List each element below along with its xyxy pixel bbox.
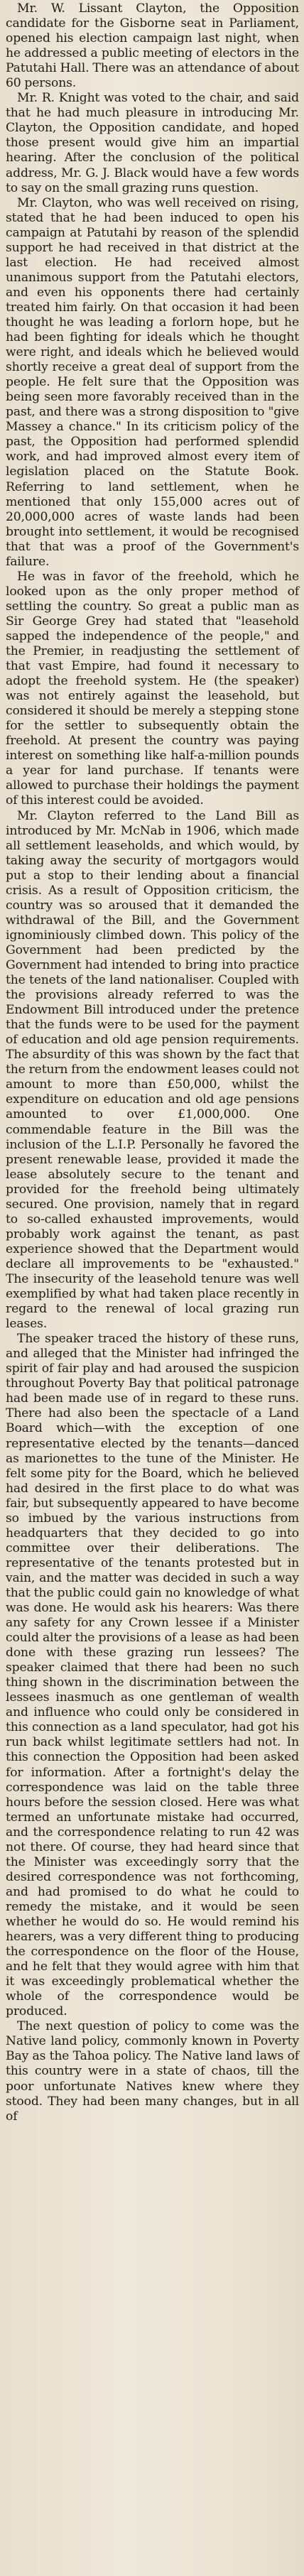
article-paragraph-3: Mr. Clayton, who was well received on rising, stated that he had been induced to open his campaign at Patutahi by reason of the splendid support he had received in that district at the last election. He had received almost unanimous support from the Patutahi electors, and even his opponents there had certainly treated him fairly. On that occasion it had been thought he was leading a forlorn hope, but he had been fighting for ideals which he thought were right, and ideals which he believed would shortly receive a great deal of support from the people. He felt sure that the Opposition was being seen more favorably received than in the past, and there was a strong disposition to "give Massey a chance." In its criticism policy of the past, the Opposition had performed splendid work, and had improved almost every item of legislation placed on the Statute Book. Referring to land settlement, when he mentioned that only 155,000 acres out of 20,000,000 acres of waste lands had been brought into settlement, it would be recognised that that was a proof of the Government's failure. [6,195,299,569]
article-paragraph-5: Mr. Clayton referred to the Land Bill as introduced by Mr. McNab in 1906, which made all settlement leaseholds, and which would, by taking away the security of mortgagors would put a stop to their lending about a financial crisis. As a result of Opposition criticism, the country was so aroused that it demanded the withdrawal of the Bill, and the Government ignominiously climbed down. This policy of the Government had been predicted by the Government had intended to bring into practice the tenets of the land nationaliser. Coupled with the provisions already referred to was the Endowment Bill introduced under the pretence that the funds were to be used for the payment of education and old age pension requirements. The absurdity of this was shown by the fact that the return from the endowment leases could not amount to more than £50,000, whilst the expenditure on education and old age pensions amounted to over £1,000,000. One commendable feature in the Bill was the inclusion of the L.I.P. Personally he favored the present renewable lease, provided it made the lease absolutely secure to the tenant and provided for the freehold being ultimately secured. One provision, namely that in regard to so-called exhausted improvements, would probably work against the tenant, as past experience showed that the Department would declare all improvements to be "exhausted." The insecurity of the leasehold tenure was well exemplified by what had taken place recently in regard to the renewal of local grazing run leases. [6,808,299,1332]
article-paragraph-6: The speaker traced the history of these runs, and alleged that the Minister had infringed the spirit of fair play and had aroused the suspicion throughout Poverty Bay that political patronage had been made use of in regard to these runs. There had also been the spectacle of a Land Board which—with the exception of one representative elected by the tenants—danced as marionettes to the tune of the Minister. He felt some pity for the Board, which he believed had desired in the first place to do what was fair, but subsequently appeared to have become so imbued by the various instructions from headquarters that they decided to go into committee over their deliberations. The representative of the tenants protested but in vain, and the matter was decided in such a way that the public could gain no knowledge of what was done. He would ask his hearers: Was there any safety for any Crown lessee if a Minister could alter the provisions of a lease as had been done with these grazing run lessees? The speaker claimed that there had been no such thing shown in the discrimination between the lessees inasmuch as one gentleman of wealth and influence who could only be considered in this connection as a land speculator, had got his run back whilst legitimate settlers had not. In this connection the Opposition had been asked for information. After a fortnight's delay the correspondence was laid on the table three hours before the session closed. Here was what termed an unfortunate mistake had occurred, and the correspondence relating to run 42 was not there. Of course, they had heard since that the Minister was exceedingly sorry that the desired correspondence was not forthcoming, and had promised to do what he could to remedy the mistake, and it would be seen whether he would do so. He would remind his hearers, was a very different thing to producing the correspondence on the floor of the House, and he felt that they would agree with him that it was exceedingly problematical whether the whole of the correspondence would be produced. [6,1332,299,2019]
article-paragraph-1: Mr. W. Lissant Clayton, the Opposition candidate for the Gisborne seat in Parliament, opened his election campaign last night, when he addressed a public meeting of electors in the Patutahi Hall. There was an attendance of about 60 persons. [6,1,299,91]
article-paragraph-4: He was in favor of the freehold, which he looked upon as the only proper method of settling the country. So great a public man as Sir George Grey had stated that "leasehold sapped the independence of the people," and the Premier, in readjusting the settlement of that vast Empire, had found it necessary to adopt the freehold system. He (the speaker) was not entirely against the leasehold, but considered it should be merely a stepping stone for the settler to subsequently obtain the freehold. At present the country was paying interest on something like half-a-million pounds a year for land purchase. If tenants were allowed to purchase their holdings the payment of this interest could be avoided. [6,569,299,808]
article-paragraph-7: The next question of policy to come was the Native land policy, commonly known in Poverty Bay as the Tahoa policy. The Native land laws of this country were in a state of chaos, till the poor unfortunate Natives knew where they stood. They had been many changes, but in all of [6,2019,299,2124]
news-article [6,1,299,2124]
article-paragraph-2: Mr. R. Knight was voted to the chair, and said that he had much pleasure in introducing Mr. Clayton, the Opposition candidate, and hoped those present would give him an impartial hearing. After the conclusion of the political address, Mr. G. J. Black would have a few words to say on the small grazing runs question. [6,91,299,195]
